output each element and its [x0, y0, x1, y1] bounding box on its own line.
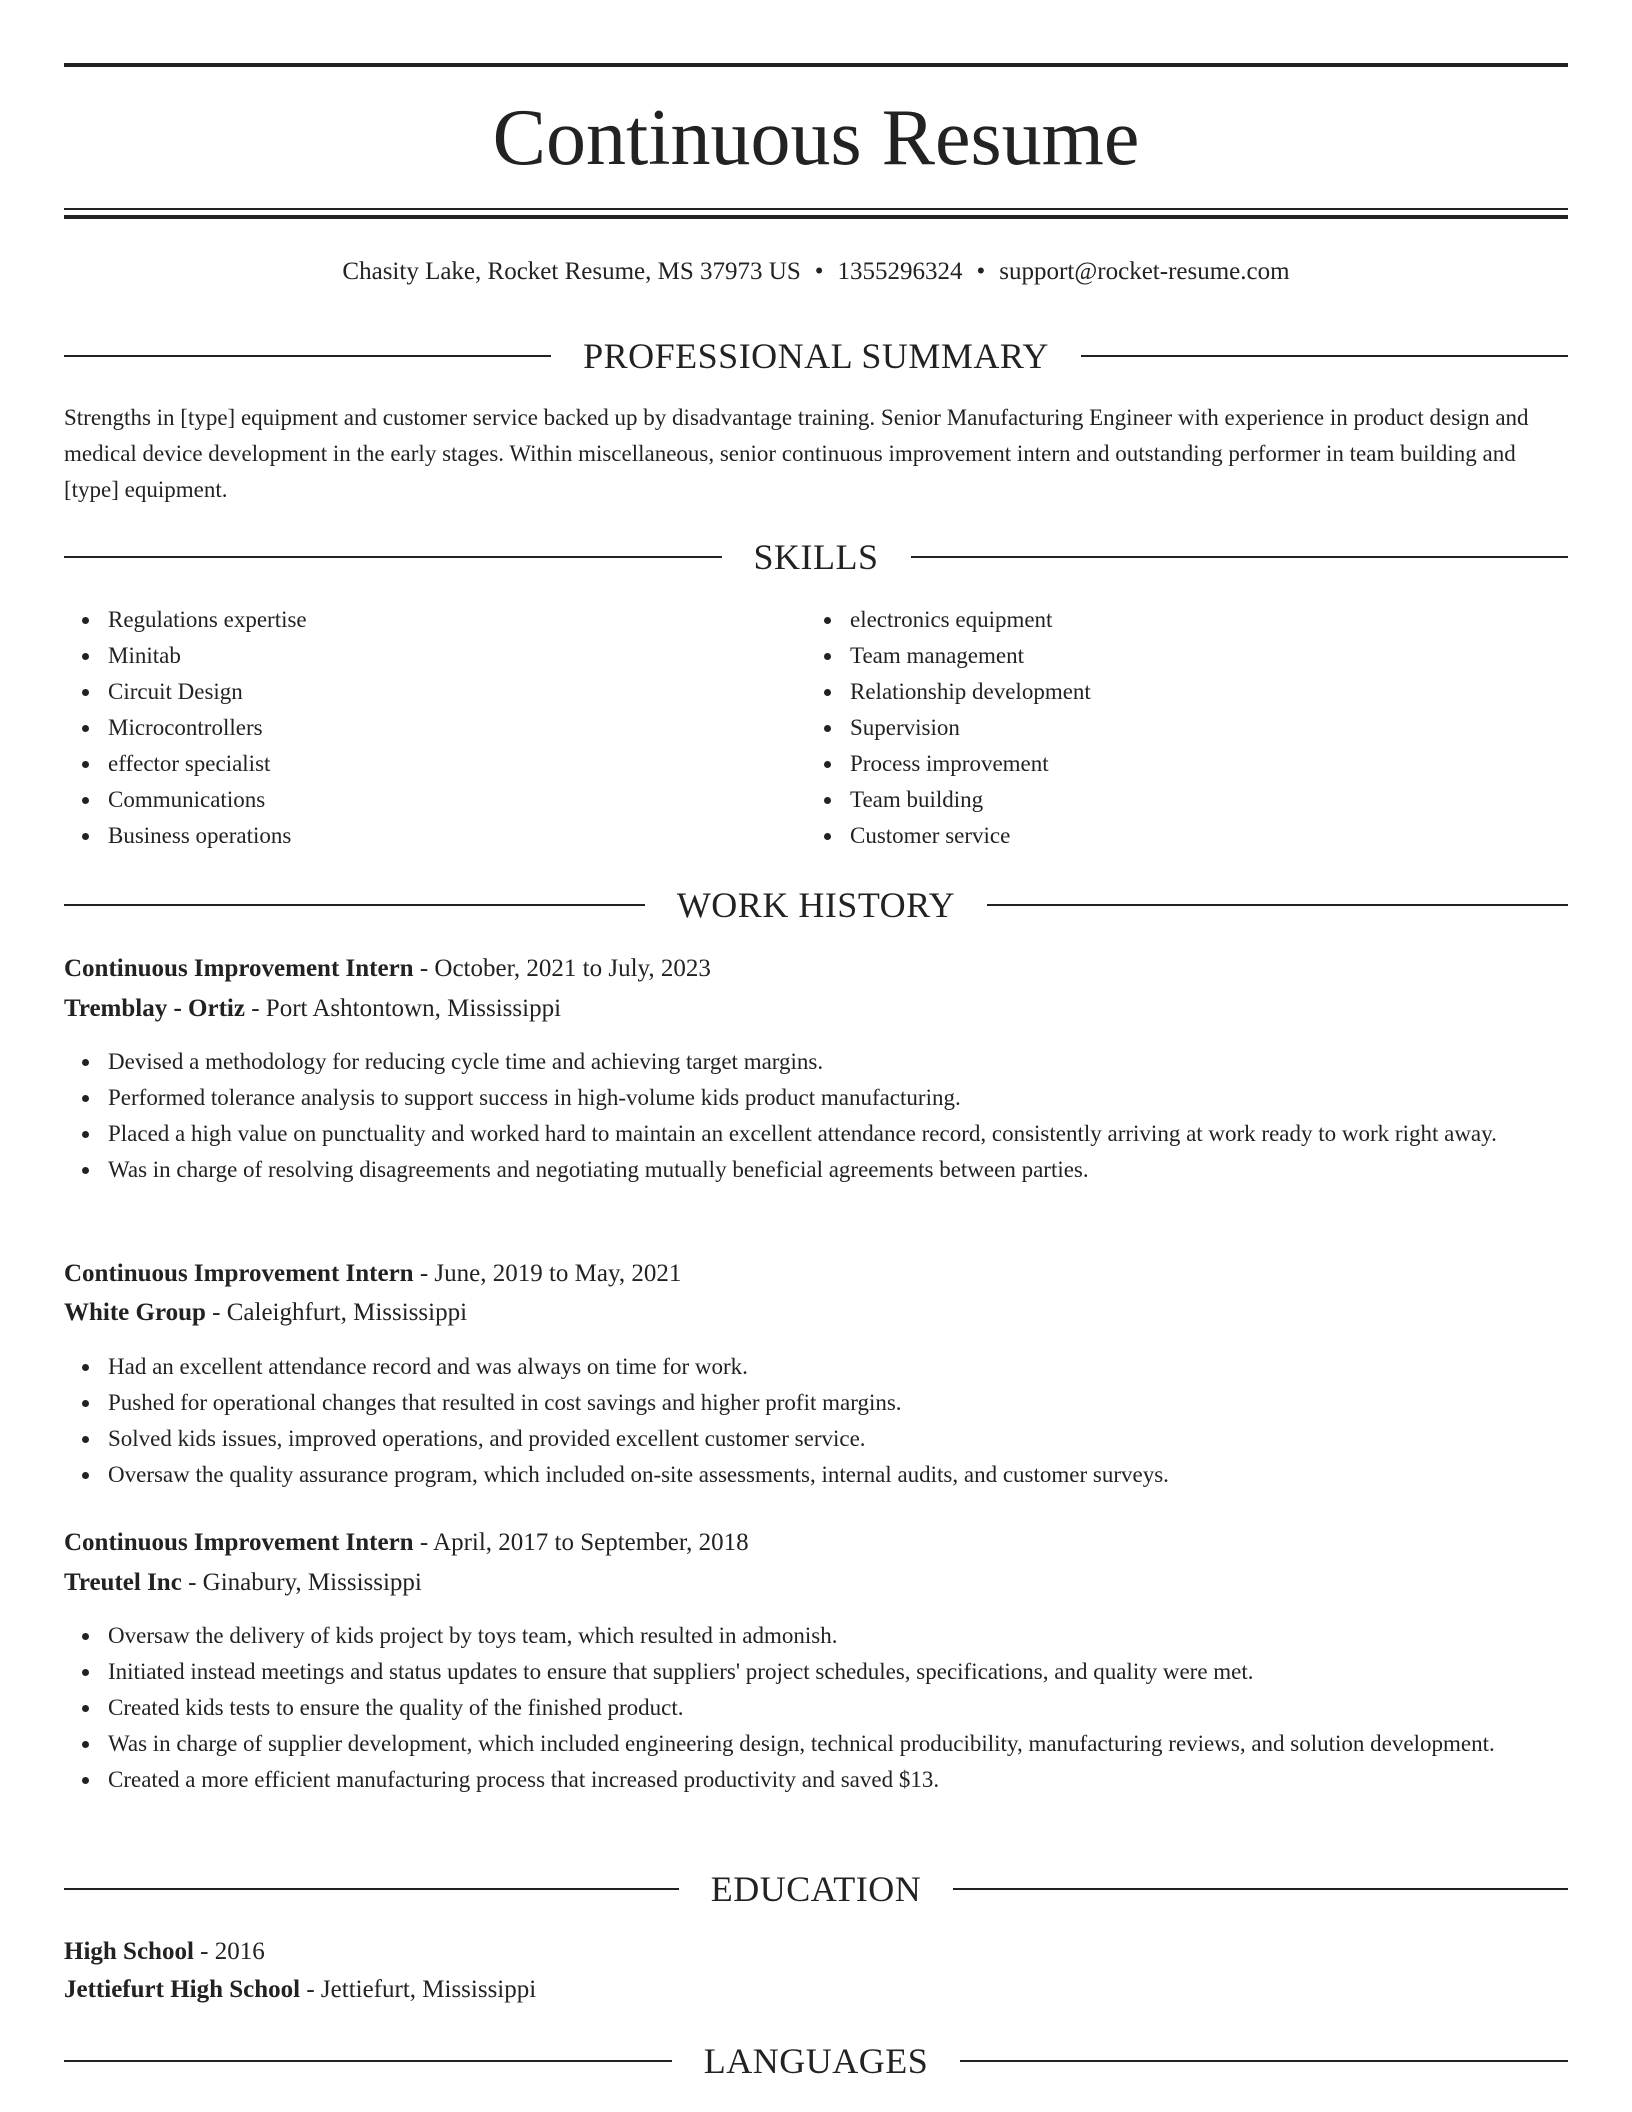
job-bullet: Devised a methodology for reducing cycle time and achieving target margins.: [64, 1044, 1568, 1080]
job-company-line: [64, 989, 1568, 1029]
skill-item: Customer service: [806, 818, 1546, 854]
top-rule: [64, 63, 1568, 67]
section-title: PROFESSIONAL SUMMARY: [583, 336, 1049, 376]
section-header-work: [64, 880, 1568, 930]
job-bullets: [64, 1618, 1568, 1798]
title-rule-thin: [64, 208, 1568, 210]
job-bullet: Placed a high value on punctuality and worked hard to maintain an excellent attendance record, consistently arriving at work ready to work right away.: [64, 1116, 1568, 1152]
summary-text: Strengths in [type] equipment and customer service backed up by disadvantage training. Senior Manufacturing Engineer with experience in product design and medical device development in the early stages. Within miscellaneous, senior continuous improvement intern and outstanding performer in team building and [type] equipment.: [64, 405, 1529, 502]
job-bullet: Solved kids issues, improved operations, and provided excellent customer service.: [64, 1421, 1568, 1457]
skill-item: Regulations expertise: [64, 602, 804, 638]
section-rule: [64, 1888, 679, 1890]
job-location: - Ginabury, Mississippi: [181, 1569, 422, 1596]
skill-item: electronics equipment: [806, 602, 1546, 638]
skill-item: Communications: [64, 782, 804, 818]
contact-separator: •: [976, 258, 986, 285]
job-title-line: [64, 1254, 1568, 1294]
section-title: LANGUAGES: [703, 2041, 929, 2081]
job-bullet: Initiated instead meetings and status updates to ensure that suppliers' project schedules, specifications, and quality were met.: [64, 1654, 1568, 1690]
job-title: Continuous Improvement Intern: [64, 1260, 414, 1287]
job-company: White Group: [64, 1299, 206, 1326]
section-header-languages: [64, 2036, 1568, 2086]
job-title-line: [64, 1523, 1568, 1563]
section-title: WORK HISTORY: [676, 885, 956, 925]
skill-item: Team building: [806, 782, 1546, 818]
job-location: - Port Ashtontown, Mississippi: [244, 995, 562, 1022]
job-bullet: Oversaw the quality assurance program, which included on-site assessments, internal audits, and customer surveys.: [64, 1457, 1568, 1493]
contact-separator: •: [814, 258, 824, 285]
skills-column-right: [806, 602, 1546, 854]
skill-item: Minitab: [64, 638, 804, 674]
section-title: SKILLS: [753, 537, 879, 577]
contact-address: Chasity Lake, Rocket Resume, MS 37973 US: [342, 258, 801, 285]
skill-item: effector specialist: [64, 746, 804, 782]
contact-line: [64, 254, 1568, 290]
title-rule-thick: [64, 215, 1568, 219]
job-company-line: [64, 1563, 1568, 1603]
job-bullets: [64, 1349, 1568, 1493]
job-title-line: [64, 949, 1568, 989]
education-school: Jettiefurt High School: [64, 1976, 301, 2003]
job-bullet: Created kids tests to ensure the quality of the finished product.: [64, 1690, 1568, 1726]
education-year: - 2016: [193, 1938, 265, 1965]
section-rule: [1081, 355, 1568, 357]
job-bullet: Oversaw the delivery of kids project by toys team, which resulted in admonish.: [64, 1618, 1568, 1654]
job-bullet: Pushed for operational changes that resulted in cost savings and higher profit margins.: [64, 1385, 1568, 1421]
section-rule: [64, 2060, 672, 2062]
job-title: Continuous Improvement Intern: [64, 955, 414, 982]
job-bullet: Was in charge of resolving disagreements and negotiating mutually beneficial agreements between parties.: [64, 1152, 1568, 1188]
section-header-summary: [64, 331, 1568, 381]
contact-email: support@rocket-resume.com: [999, 258, 1290, 285]
section-title: EDUCATION: [710, 1869, 922, 1909]
job-dates: - June, 2019 to May, 2021: [413, 1260, 682, 1287]
skill-item: Process improvement: [806, 746, 1546, 782]
section-rule: [64, 355, 551, 357]
skill-item: Team management: [806, 638, 1546, 674]
section-rule: [987, 904, 1568, 906]
skill-item: Relationship development: [806, 674, 1546, 710]
job-bullet: Performed tolerance analysis to support success in high-volume kids product manufacturing.: [64, 1080, 1568, 1116]
section-rule: [953, 1888, 1568, 1890]
section-rule: [64, 556, 722, 558]
education-school-line: [64, 1970, 1568, 2010]
skill-item: Business operations: [64, 818, 804, 854]
skill-item: Microcontrollers: [64, 710, 804, 746]
skill-item: Supervision: [806, 710, 1546, 746]
job-title: Continuous Improvement Intern: [64, 1529, 414, 1556]
skill-item: Circuit Design: [64, 674, 804, 710]
job-bullet: Had an excellent attendance record and was always on time for work.: [64, 1349, 1568, 1385]
education-degree-line: [64, 1932, 1568, 1972]
contact-phone: 1355296324: [837, 258, 963, 285]
job-company-line: [64, 1293, 1568, 1333]
skills-column-left: [64, 602, 804, 854]
job-bullets: [64, 1044, 1568, 1188]
job-bullet: Created a more efficient manufacturing process that increased productivity and saved $13.: [64, 1762, 1568, 1798]
job-company: Treutel Inc: [64, 1569, 182, 1596]
education-degree: High School: [64, 1938, 194, 1965]
education-location: - Jettiefurt, Mississippi: [300, 1976, 537, 2003]
section-rule: [64, 904, 645, 906]
section-header-skills: [64, 532, 1568, 582]
job-dates: - October, 2021 to July, 2023: [413, 955, 711, 982]
job-bullet: Was in charge of supplier development, which included engineering design, technical producibility, manufacturing reviews, and solution development.: [64, 1726, 1568, 1762]
job-company: Tremblay - Ortiz: [64, 995, 245, 1022]
section-rule: [960, 2060, 1568, 2062]
section-header-education: [64, 1864, 1568, 1914]
page-title: Continuous Resume: [492, 94, 1140, 182]
section-rule: [911, 556, 1569, 558]
job-dates: - April, 2017 to September, 2018: [413, 1529, 749, 1556]
job-location: - Caleighfurt, Mississippi: [205, 1299, 468, 1326]
